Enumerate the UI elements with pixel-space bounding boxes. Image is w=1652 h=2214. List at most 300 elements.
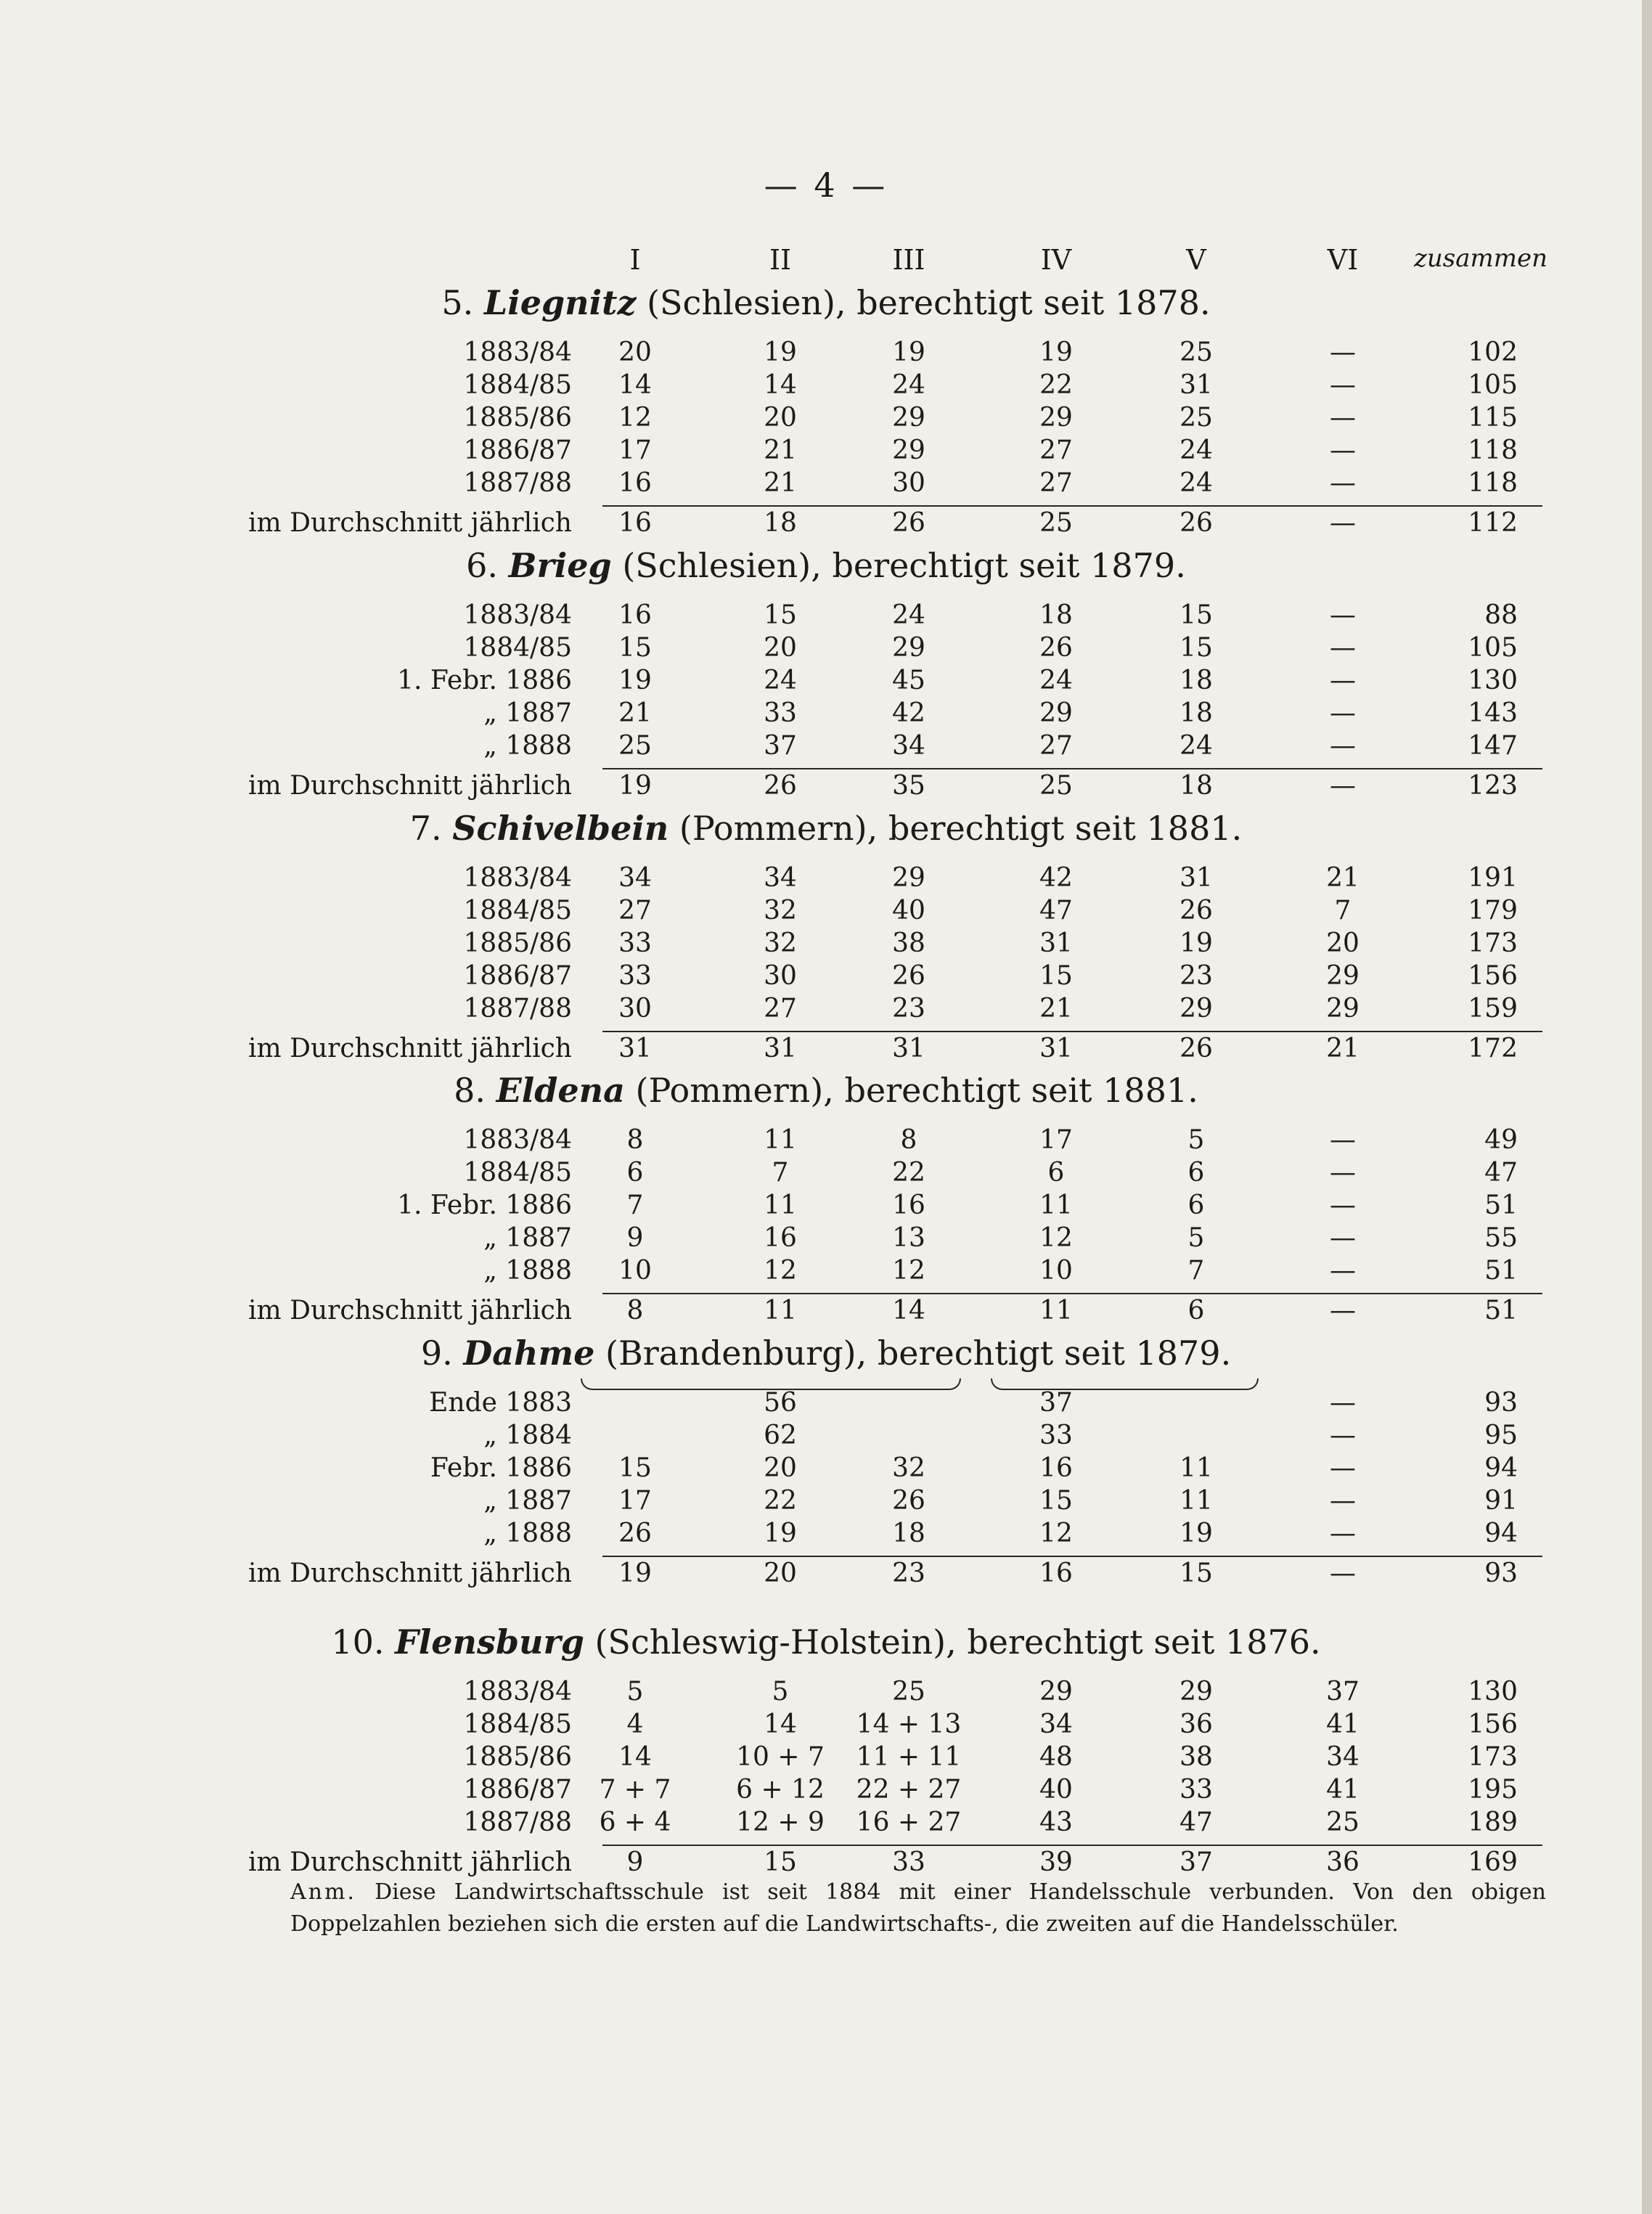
cell-col-3: 19	[892, 338, 925, 367]
table-row	[0, 1677, 1652, 1709]
section-subtitle: (Pommern), berechtigt seit 1881.	[635, 1071, 1198, 1110]
cell-total: 47	[1484, 1158, 1518, 1188]
cell-col-1: 17	[618, 1486, 652, 1516]
cell-total: 118	[1468, 436, 1518, 465]
cell-col-1: 20	[618, 338, 652, 367]
row-label: 1884/85	[463, 1158, 572, 1188]
cell-total: 130	[1468, 666, 1518, 695]
row-label: 1. Febr. 1886	[397, 1190, 572, 1220]
table-row	[0, 961, 1652, 993]
cell-total: 195	[1468, 1775, 1518, 1805]
cell-col-1: 19	[618, 771, 652, 801]
cell-col-1: 9	[626, 1223, 644, 1253]
table-row	[0, 896, 1652, 928]
cell-col-3: 23	[892, 1559, 925, 1588]
cell-col-5: 37	[1179, 1847, 1213, 1877]
cell-col-2: 19	[764, 1519, 797, 1548]
cell-col-5: 11	[1179, 1453, 1213, 1483]
cell-total: 172	[1468, 1034, 1518, 1063]
average-row	[0, 1559, 1652, 1590]
cell-col-4: 10	[1039, 1256, 1073, 1286]
cell-total: 49	[1484, 1125, 1518, 1155]
section-title	[0, 1622, 1652, 1662]
row-label: 1885/86	[463, 403, 572, 433]
cell-col-1: 19	[618, 666, 652, 695]
cell-col-1: 12	[618, 403, 652, 433]
sum-rule	[602, 505, 1542, 507]
cell-col-5: 7	[1187, 1256, 1205, 1286]
cell-col-6: —	[1330, 1559, 1356, 1588]
cell-col-2: 5	[772, 1677, 789, 1707]
section-place: Dahme	[463, 1333, 595, 1373]
cell-col-3: 18	[892, 1519, 925, 1548]
average-row	[0, 508, 1652, 540]
cell-col-5: 18	[1179, 771, 1213, 801]
section-title	[0, 809, 1652, 848]
section-subtitle: (Pommern), berechtigt seit 1881.	[679, 809, 1243, 848]
cell-col-3: 42	[892, 698, 925, 728]
section-subtitle: (Schlesien), berechtigt seit 1879.	[622, 546, 1186, 585]
cell-col-1: 16	[618, 468, 652, 498]
cell-col-2: 12	[764, 1256, 797, 1286]
cell-col-6: 21	[1326, 1034, 1359, 1063]
cell-col-5: 24	[1179, 731, 1213, 761]
cell-col-3: 25	[892, 1677, 925, 1707]
cell-col-6: —	[1330, 1388, 1356, 1418]
average-label: im Durchschnitt jährlich	[248, 771, 572, 801]
table-row	[0, 666, 1652, 698]
table-row	[0, 1421, 1652, 1453]
cell-total: 143	[1468, 698, 1518, 728]
cell-col-3: 30	[892, 468, 925, 498]
cell-col-1: 16	[618, 600, 652, 630]
cell-col-2: 11	[764, 1190, 797, 1220]
cell-col-5: 11	[1179, 1486, 1213, 1516]
cell-col-1: 26	[618, 1519, 652, 1548]
cell-col-6: —	[1330, 403, 1356, 433]
cell-col-3: 14 + 13	[856, 1709, 962, 1739]
sum-rule	[602, 1845, 1542, 1846]
cell-col-5: 24	[1179, 436, 1213, 465]
table-row	[0, 1190, 1652, 1222]
cell-total: 55	[1484, 1223, 1518, 1253]
column-header-III: III	[892, 244, 925, 276]
cell-col-4: 31	[1039, 928, 1073, 958]
section-number: 5.	[441, 283, 474, 322]
row-label: 1884/85	[463, 370, 572, 400]
column-header-IV: IV	[1040, 244, 1072, 276]
cell-col-4: 42	[1039, 863, 1073, 893]
cell-col-3: 40	[892, 896, 925, 926]
cell-total: 115	[1468, 403, 1518, 433]
cell-col-3: 11 + 11	[856, 1742, 962, 1772]
cell-col-1: 25	[618, 731, 652, 761]
cell-col-2: 32	[764, 928, 797, 958]
cell-col-6: 25	[1326, 1807, 1359, 1837]
average-row	[0, 1034, 1652, 1066]
sum-rule	[602, 1293, 1542, 1294]
cell-col-5: 19	[1179, 1519, 1213, 1548]
cell-col-5: 5	[1187, 1125, 1205, 1155]
cell-col-6: —	[1330, 1125, 1356, 1155]
table-row	[0, 1742, 1652, 1774]
average-label: im Durchschnitt jährlich	[248, 1034, 572, 1063]
cell-col-1: 16	[618, 508, 652, 538]
cell-col-4: 48	[1039, 1742, 1073, 1772]
cell-col-2: 21	[764, 468, 797, 498]
cell-col-3: 35	[892, 771, 925, 801]
cell-col-5: 38	[1179, 1742, 1213, 1772]
footnote-text: Diese Landwirtschaftsschule ist seit 1884 mit einer Handelsschule verbunden. Von den obigen Doppelzahlen beziehen sich die ersten auf die Landwirtschafts-, die zweiten auf die Handelsschüler.	[290, 1879, 1547, 1937]
row-label: 1884/85	[463, 896, 572, 926]
section-number: 10.	[331, 1622, 385, 1662]
section-place: Brieg	[508, 546, 612, 585]
cell-total: 93	[1484, 1559, 1518, 1588]
row-label: 1883/84	[463, 338, 572, 367]
cell-col-5: 6	[1187, 1158, 1205, 1188]
table-row	[0, 1256, 1652, 1288]
section-title	[0, 1333, 1652, 1373]
cell-col-5: 25	[1179, 338, 1213, 367]
row-label: 1886/87	[463, 961, 572, 991]
cell-col-5: 15	[1179, 1559, 1213, 1588]
cell-col-1: 19	[618, 1559, 652, 1588]
table-row	[0, 468, 1652, 500]
cell-col-1: 33	[618, 928, 652, 958]
table-row	[0, 600, 1652, 632]
cell-col-1: 8	[626, 1296, 644, 1325]
cell-col-5: 18	[1179, 698, 1213, 728]
cell-col-1: 6	[626, 1158, 644, 1188]
section-number: 9.	[420, 1333, 453, 1373]
table-row	[0, 994, 1652, 1026]
cell-col-4: 21	[1039, 994, 1073, 1024]
cell-col-6: 29	[1326, 994, 1359, 1024]
cell-col-5: 26	[1179, 896, 1213, 926]
section-number: 6.	[466, 546, 499, 585]
cell-col-4: 26	[1039, 633, 1073, 663]
row-label: „ 1887	[483, 1486, 572, 1516]
row-label: 1887/88	[463, 994, 572, 1024]
average-label: im Durchschnitt jährlich	[248, 1559, 572, 1588]
cell-total: 94	[1484, 1453, 1518, 1483]
cell-col-2: 33	[764, 698, 797, 728]
cell-col-5: 31	[1179, 370, 1213, 400]
cell-col-4: 15	[1039, 961, 1073, 991]
cell-col-6: —	[1330, 1421, 1356, 1450]
average-label: im Durchschnitt jährlich	[248, 1847, 572, 1877]
table-row	[0, 1709, 1652, 1741]
cell-col-2: 56	[764, 1388, 797, 1418]
cell-col-2: 7	[772, 1158, 789, 1188]
cell-col-1: 6 + 4	[599, 1807, 671, 1837]
cell-col-3: 8	[900, 1125, 917, 1155]
cell-col-1: 5	[626, 1677, 644, 1707]
cell-col-6: —	[1330, 600, 1356, 630]
cell-col-2: 20	[764, 403, 797, 433]
section-place: Schivelbein	[452, 809, 669, 848]
row-label: 1884/85	[463, 633, 572, 663]
brace	[581, 1378, 961, 1390]
cell-col-4: 11	[1039, 1296, 1073, 1325]
cell-col-6: —	[1330, 508, 1356, 538]
cell-col-2: 26	[764, 771, 797, 801]
cell-col-6: —	[1330, 436, 1356, 465]
cell-col-5: 26	[1179, 1034, 1213, 1063]
cell-col-2: 14	[764, 370, 797, 400]
cell-col-5: 29	[1179, 1677, 1213, 1707]
cell-col-6: —	[1330, 370, 1356, 400]
cell-total: 93	[1484, 1388, 1518, 1418]
cell-col-2: 18	[764, 508, 797, 538]
cell-col-3: 32	[892, 1453, 925, 1483]
cell-col-5: 26	[1179, 508, 1213, 538]
cell-col-6: —	[1330, 1256, 1356, 1286]
cell-col-3: 13	[892, 1223, 925, 1253]
cell-col-6: —	[1330, 1486, 1356, 1516]
section-subtitle: (Schlesien), berechtigt seit 1878.	[647, 283, 1211, 322]
cell-col-2: 27	[764, 994, 797, 1024]
cell-col-4: 16	[1039, 1559, 1073, 1588]
row-label: 1883/84	[463, 1677, 572, 1707]
cell-col-4: 12	[1039, 1519, 1073, 1548]
cell-col-3: 26	[892, 1486, 925, 1516]
table-row	[0, 928, 1652, 960]
cell-col-4: 29	[1039, 1677, 1073, 1707]
cell-col-2: 14	[764, 1709, 797, 1739]
cell-col-6: 34	[1326, 1742, 1359, 1772]
cell-col-5: 23	[1179, 961, 1213, 991]
column-header-total: zusammen	[1413, 244, 1548, 273]
cell-col-3: 29	[892, 436, 925, 465]
cell-col-1: 34	[618, 863, 652, 893]
cell-total: 173	[1468, 1742, 1518, 1772]
row-label: 1883/84	[463, 863, 572, 893]
sum-rule	[602, 1031, 1542, 1032]
cell-total: 173	[1468, 928, 1518, 958]
cell-col-5: 29	[1179, 994, 1213, 1024]
cell-col-4: 43	[1039, 1807, 1073, 1837]
cell-col-3: 29	[892, 863, 925, 893]
row-label: „ 1884	[483, 1421, 572, 1450]
cell-col-1: 7	[626, 1190, 644, 1220]
cell-col-1: 15	[618, 633, 652, 663]
table-row	[0, 731, 1652, 763]
cell-total: 51	[1484, 1190, 1518, 1220]
cell-col-6: —	[1330, 771, 1356, 801]
cell-col-3: 29	[892, 403, 925, 433]
section-subtitle: (Brandenburg), berechtigt seit 1879.	[605, 1333, 1232, 1373]
cell-total: 51	[1484, 1296, 1518, 1325]
cell-col-3: 29	[892, 633, 925, 663]
column-header-I: I	[629, 244, 641, 276]
table-row	[0, 436, 1652, 467]
cell-col-6: —	[1330, 1296, 1356, 1325]
row-label: 1885/86	[463, 1742, 572, 1772]
cell-total: 91	[1484, 1486, 1518, 1516]
cell-col-5: 47	[1179, 1807, 1213, 1837]
table-row	[0, 370, 1652, 402]
cell-col-2: 6 + 12	[736, 1775, 825, 1805]
cell-col-1: 14	[618, 370, 652, 400]
cell-col-3: 33	[892, 1847, 925, 1877]
cell-col-1: 30	[618, 994, 652, 1024]
row-label: 1. Febr. 1886	[397, 666, 572, 695]
table-row	[0, 1486, 1652, 1518]
section-subtitle: (Schleswig-Holstein), berechtigt seit 1876.	[594, 1622, 1321, 1662]
cell-col-3: 38	[892, 928, 925, 958]
table-row	[0, 1775, 1652, 1807]
cell-col-4: 25	[1039, 771, 1073, 801]
cell-col-6: —	[1330, 666, 1356, 695]
table-row	[0, 1125, 1652, 1157]
cell-total: 102	[1468, 338, 1518, 367]
cell-col-6: —	[1330, 731, 1356, 761]
cell-col-2: 15	[764, 1847, 797, 1877]
table-row	[0, 1807, 1652, 1839]
cell-col-6: —	[1330, 1223, 1356, 1253]
cell-col-2: 31	[764, 1034, 797, 1063]
cell-col-5: 15	[1179, 600, 1213, 630]
table-row	[0, 1388, 1652, 1420]
cell-col-5: 15	[1179, 633, 1213, 663]
row-label: 1886/87	[463, 436, 572, 465]
cell-total: 159	[1468, 994, 1518, 1024]
row-label: 1883/84	[463, 1125, 572, 1155]
cell-total: 51	[1484, 1256, 1518, 1286]
cell-col-6: 7	[1334, 896, 1352, 926]
cell-col-4: 6	[1047, 1158, 1065, 1188]
cell-col-6: 37	[1326, 1677, 1359, 1707]
cell-col-3: 16 + 27	[856, 1807, 962, 1837]
row-label: „ 1888	[483, 731, 572, 761]
table-row	[0, 1453, 1652, 1485]
cell-col-4: 27	[1039, 436, 1073, 465]
table-row	[0, 633, 1652, 665]
brace	[991, 1378, 1259, 1390]
table-row	[0, 403, 1652, 435]
cell-col-2: 34	[764, 863, 797, 893]
cell-col-3: 34	[892, 731, 925, 761]
cell-col-6: —	[1330, 1453, 1356, 1483]
row-label: Febr. 1886	[430, 1453, 572, 1483]
cell-col-5: 25	[1179, 403, 1213, 433]
cell-total: 147	[1468, 731, 1518, 761]
cell-col-6: 29	[1326, 961, 1359, 991]
cell-col-2: 15	[764, 600, 797, 630]
cell-col-4: 16	[1039, 1453, 1073, 1483]
average-row	[0, 771, 1652, 803]
cell-col-2: 21	[764, 436, 797, 465]
column-header-VI: VI	[1327, 244, 1359, 276]
cell-col-4: 31	[1039, 1034, 1073, 1063]
cell-col-3: 22 + 27	[856, 1775, 962, 1805]
cell-col-5: 6	[1187, 1190, 1205, 1220]
cell-col-3: 23	[892, 994, 925, 1024]
cell-col-3: 22	[892, 1158, 925, 1188]
sum-rule	[602, 1556, 1542, 1557]
cell-col-2: 32	[764, 896, 797, 926]
cell-col-6: 41	[1326, 1775, 1359, 1805]
cell-col-4: 34	[1039, 1709, 1073, 1739]
cell-total: 156	[1468, 961, 1518, 991]
cell-col-6: —	[1330, 1190, 1356, 1220]
section-place: Flensburg	[395, 1622, 584, 1662]
sum-rule	[602, 768, 1542, 769]
cell-col-1: 33	[618, 961, 652, 991]
row-label: Ende 1883	[429, 1388, 572, 1418]
cell-col-6: 21	[1326, 863, 1359, 893]
row-label: 1883/84	[463, 600, 572, 630]
table-row	[0, 863, 1652, 895]
cell-col-5: 36	[1179, 1709, 1213, 1739]
cell-col-2: 20	[764, 1453, 797, 1483]
cell-total: 105	[1468, 370, 1518, 400]
cell-col-4: 29	[1039, 403, 1073, 433]
section-title	[0, 1071, 1652, 1110]
average-label: im Durchschnitt jährlich	[248, 508, 572, 538]
section-number: 8.	[454, 1071, 486, 1110]
cell-col-3: 31	[892, 1034, 925, 1063]
row-label: 1884/85	[463, 1709, 572, 1739]
average-row	[0, 1296, 1652, 1328]
row-label: 1886/87	[463, 1775, 572, 1805]
section-place: Liegnitz	[483, 283, 637, 322]
table-row	[0, 1158, 1652, 1190]
footnote	[290, 1876, 1546, 1940]
table-row	[0, 1519, 1652, 1551]
row-label: „ 1887	[483, 698, 572, 728]
cell-col-4: 39	[1039, 1847, 1073, 1877]
cell-col-5: 24	[1179, 468, 1213, 498]
cell-col-2: 37	[764, 731, 797, 761]
cell-col-6: 20	[1326, 928, 1359, 958]
cell-total: 94	[1484, 1519, 1518, 1548]
cell-col-2: 11	[764, 1125, 797, 1155]
cell-col-6: —	[1330, 338, 1356, 367]
cell-col-4: 18	[1039, 600, 1073, 630]
cell-total: 88	[1484, 600, 1518, 630]
cell-col-2: 22	[764, 1486, 797, 1516]
cell-total: 118	[1468, 468, 1518, 498]
section-title	[0, 546, 1652, 585]
cell-col-1: 27	[618, 896, 652, 926]
cell-col-4: 40	[1039, 1775, 1073, 1805]
table-row	[0, 1223, 1652, 1255]
cell-col-2: 12 + 9	[736, 1807, 825, 1837]
cell-col-1: 15	[618, 1453, 652, 1483]
cell-col-5: 33	[1179, 1775, 1213, 1805]
cell-col-3: 24	[892, 370, 925, 400]
cell-total: 191	[1468, 863, 1518, 893]
cell-col-1: 4	[626, 1709, 644, 1739]
cell-col-2: 20	[764, 633, 797, 663]
cell-col-2: 20	[764, 1559, 797, 1588]
cell-col-1: 8	[626, 1125, 644, 1155]
cell-total: 179	[1468, 896, 1518, 926]
cell-col-4: 37	[1039, 1388, 1073, 1418]
cell-col-5: 19	[1179, 928, 1213, 958]
cell-col-6: —	[1330, 1519, 1356, 1548]
cell-total: 156	[1468, 1709, 1518, 1739]
cell-col-1: 14	[618, 1742, 652, 1772]
cell-col-1: 7 + 7	[599, 1775, 671, 1805]
cell-col-4: 33	[1039, 1421, 1073, 1450]
row-label: 1887/88	[463, 1807, 572, 1837]
cell-col-4: 27	[1039, 731, 1073, 761]
cell-col-4: 22	[1039, 370, 1073, 400]
cell-total: 189	[1468, 1807, 1518, 1837]
